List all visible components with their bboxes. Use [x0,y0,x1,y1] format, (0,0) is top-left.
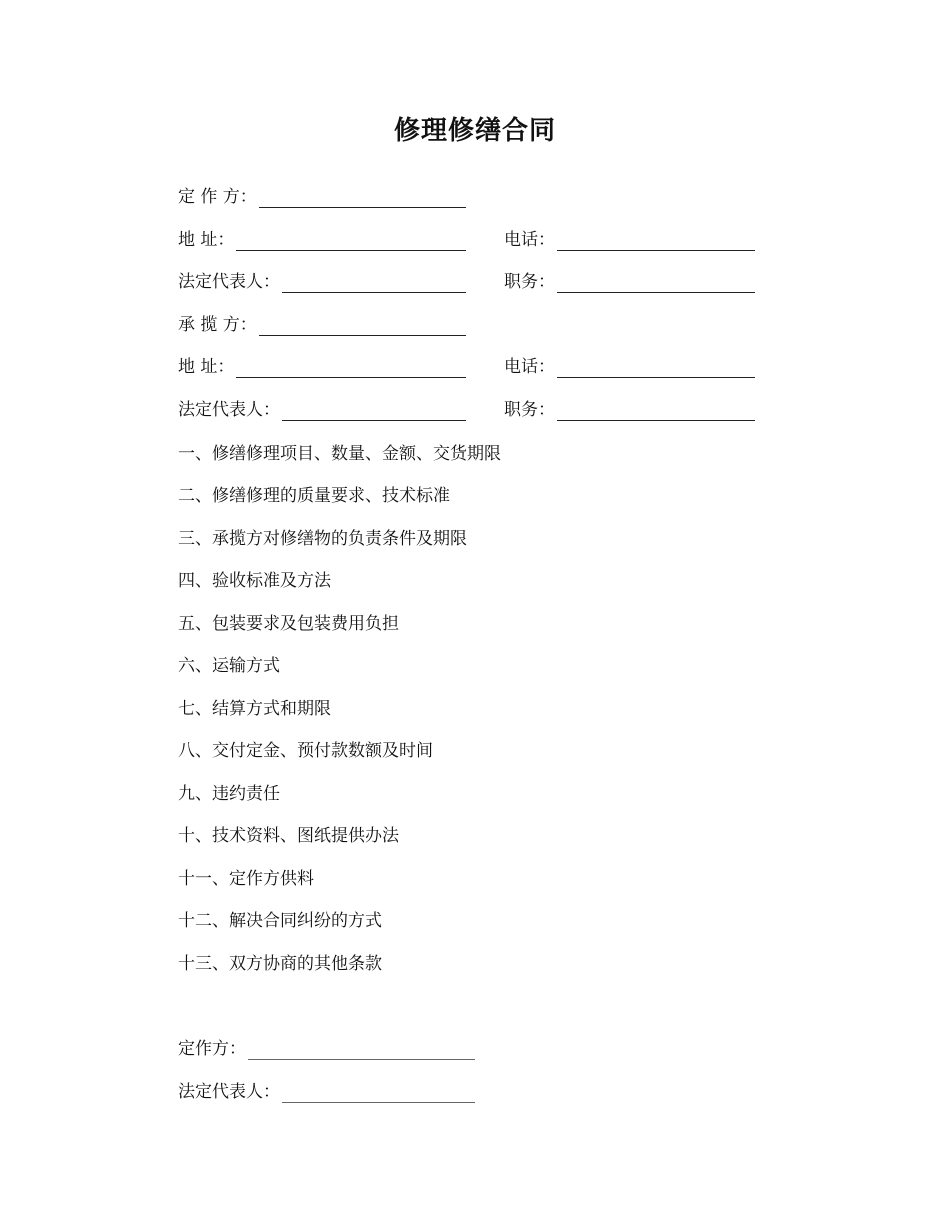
party-b-phone-label: 电话： [504,357,555,377]
party-a-name-blank[interactable] [259,189,466,208]
party-b-position-field [504,399,755,421]
party-a-phone-label: 电话： [504,230,555,250]
signature-rep-label: 法定代表人： [178,1082,280,1102]
party-b-label: 承 揽 方： [178,315,257,335]
party-a-address-blank[interactable] [236,232,466,251]
party-a-rep-blank[interactable] [282,274,466,293]
party-b-position-blank[interactable] [557,402,755,421]
section-item: 十二、解决合同纠纷的方式 [178,911,382,931]
party-b-rep-label: 法定代表人： [178,400,280,420]
party-b-address-label: 地 址： [178,357,235,377]
signature-rep-blank[interactable] [282,1084,475,1103]
party-a-address-label: 地 址： [178,230,235,250]
party-b-name-field [178,314,466,336]
section-item: 七、结算方式和期限 [178,699,331,719]
party-b-address-blank[interactable] [236,359,466,378]
party-a-phone-field [504,229,755,251]
party-b-address-row [0,356,950,386]
section-item: 六、运输方式 [178,656,280,676]
party-a-position-field [504,271,755,293]
section-item: 十一、定作方供料 [178,869,314,889]
party-a-position-blank[interactable] [557,274,755,293]
party-a-address-row [0,229,950,259]
signature-party-label: 定作方： [178,1039,246,1059]
section-item: 八、交付定金、预付款数额及时间 [178,741,433,761]
party-a-row [0,186,950,216]
section-item: 十、技术资料、图纸提供办法 [178,826,399,846]
party-b-phone-field [504,356,755,378]
party-a-position-label: 职务： [504,272,555,292]
section-item: 一、修缮修理项目、数量、金额、交货期限 [178,444,501,464]
section-item: 十三、双方协商的其他条款 [178,954,382,974]
signature-party-blank[interactable] [248,1041,475,1060]
party-b-name-blank[interactable] [259,317,466,336]
party-a-rep-label: 法定代表人： [178,272,280,292]
party-a-rep-field [178,271,466,293]
party-a-phone-blank[interactable] [557,232,755,251]
party-b-rep-field [178,399,466,421]
party-b-row [0,314,950,344]
signature-party-row [0,1038,950,1068]
section-item: 三、承揽方对修缮物的负责条件及期限 [178,529,467,549]
party-a-address-field [178,229,466,251]
page-title: 修理修缮合同 [393,116,556,146]
party-b-address-field [178,356,466,378]
party-a-name-field [178,186,466,208]
party-a-rep-row [0,271,950,301]
party-b-phone-blank[interactable] [557,359,755,378]
party-b-rep-blank[interactable] [282,402,466,421]
section-item: 五、包装要求及包装费用负担 [178,614,399,634]
section-item: 二、修缮修理的质量要求、技术标准 [178,486,450,506]
signature-rep-row [0,1081,950,1111]
signature-rep-field [178,1081,475,1103]
party-b-position-label: 职务： [504,400,555,420]
party-a-label: 定 作 方： [178,187,257,207]
section-item: 四、验收标准及方法 [178,571,331,591]
party-b-rep-row [0,399,950,429]
section-item: 九、违约责任 [178,784,280,804]
signature-party-field [178,1038,475,1060]
